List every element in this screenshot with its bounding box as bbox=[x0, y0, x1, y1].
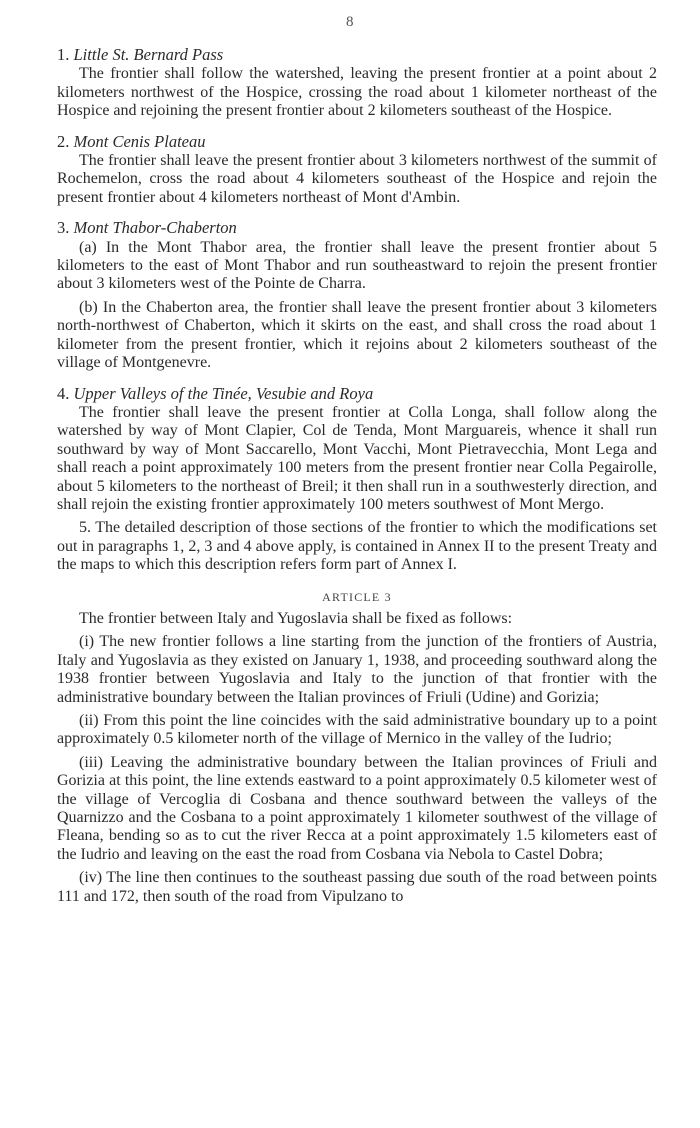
section-title: Mont Thabor-Chaberton bbox=[73, 218, 237, 238]
article-item-i: (i) The new frontier follows a line starting from the junction of the frontiers of Austria, Italy and Yugoslavia as they existed on January 1, 1938, and proceeding southward along the 1938 frontier between Yugoslavia and Italy to the junction of that frontier with the administrative boundary between the Italian provinces of Friuli (Udine) and Gorizia; bbox=[57, 633, 657, 706]
section-heading-4 bbox=[57, 385, 657, 403]
section-paragraph: The frontier shall leave the present frontier at Colla Longa, shall follow along the watershed by way of Mont Clapier, Col de Tenda, Mont Marguareis, whence it shall run southward by way of Mont Saccarello, Mont Vacchi, Mont Pietravecchia, Mont Lega and shall reach a point approximately 100 meters from the present frontier near Colla Pegairolle, about 5 kilometers to the northeast of Breil; it then shall run in a southwesterly direction, and shall rejoin the existing frontier approximately 100 meters southwest of Mont Mergo. bbox=[57, 403, 657, 513]
section-title: Upper Valleys of the Tinée, Vesubie and Roya bbox=[73, 383, 374, 403]
section-number: 1. bbox=[57, 45, 70, 64]
paragraph-5: 5. The detailed description of those sections of the frontier to which the modifications set out in paragraphs 1, 2, 3 and 4 above apply, is contained in Annex II to the present Treaty and the maps to which this description refers form part of Annex I. bbox=[57, 519, 657, 574]
section-number: 4. bbox=[57, 383, 70, 403]
section-paragraph: The frontier shall follow the watershed, leaving the present frontier at a point about 2 kilometers northwest of the Hospice, crossing the road about 1 kilometer northeast of the Hospice and rejoining the present frontier about 2 kilometers southeast of the Hospice. bbox=[57, 65, 657, 120]
section-heading-3 bbox=[57, 219, 657, 237]
section-paragraph: The frontier shall leave the present frontier about 3 kilometers northwest of the summit of Rochemelon, cross the road about 4 kilometers southeast of the Hospice and rejoin the present frontier about 4 kilometers northeast of Mont d'Ambin. bbox=[57, 152, 657, 206]
page-number: 8 bbox=[346, 14, 354, 30]
section-heading-1 bbox=[57, 46, 657, 64]
document-body bbox=[57, 46, 657, 906]
section-title: Little St. Bernard Pass bbox=[73, 45, 224, 64]
article-intro: The frontier between Italy and Yugoslavia shall be fixed as follows: bbox=[79, 609, 513, 627]
article-item-ii: (ii) From this point the line coincides with the said administrative boundary up to a point approximately 0.5 kilometer north of the village of Mernico in the valley of the Iudrio; bbox=[57, 712, 657, 748]
section-number: 2. bbox=[57, 131, 70, 151]
section-number: 3. bbox=[57, 218, 70, 238]
article-item-iii: (iii) Leaving the administrative boundary between the Italian provinces of Friuli and Gorizia at this point, the line extends eastward to a point approximately 0.5 kilometer west of the village of Vercoglia di Cosbana and thence southward between the valleys of the Quarnizzo and the Cosbana to a point approximately 1 kilometer southwest of the village of Fleana, bending so as to cut the river Recca at a point approximately 1.5 kilometers east of the Iudrio and leaving on the east the road from Cosbana via Nebola to Castel Dobra; bbox=[57, 753, 657, 863]
section-paragraph-b: (b) In the Chaberton area, the frontier shall leave the present frontier about 3 kilometers north-northwest of Chaberton, which it skirts on the east, and shall cross the road about 1 kilometer from the present frontier, which it rejoins about 2 kilometers southeast of the village of Montgenevre. bbox=[57, 298, 657, 372]
article-item-iv: (iv) The line then continues to the southeast passing due south of the road between points 111 and 172, then south of the road from Vipulzano to bbox=[57, 869, 657, 905]
section-heading-2 bbox=[57, 133, 657, 151]
article-heading: ARTICLE 3 bbox=[322, 589, 392, 604]
section-paragraph-a: (a) In the Mont Thabor area, the frontier shall leave the present frontier about 5 kilometers to the east of Mont Thabor and run southeastward to rejoin the present frontier about 3 kilometers west of the Pointe de Charra. bbox=[57, 238, 657, 293]
section-title: Mont Cenis Plateau bbox=[73, 131, 206, 151]
